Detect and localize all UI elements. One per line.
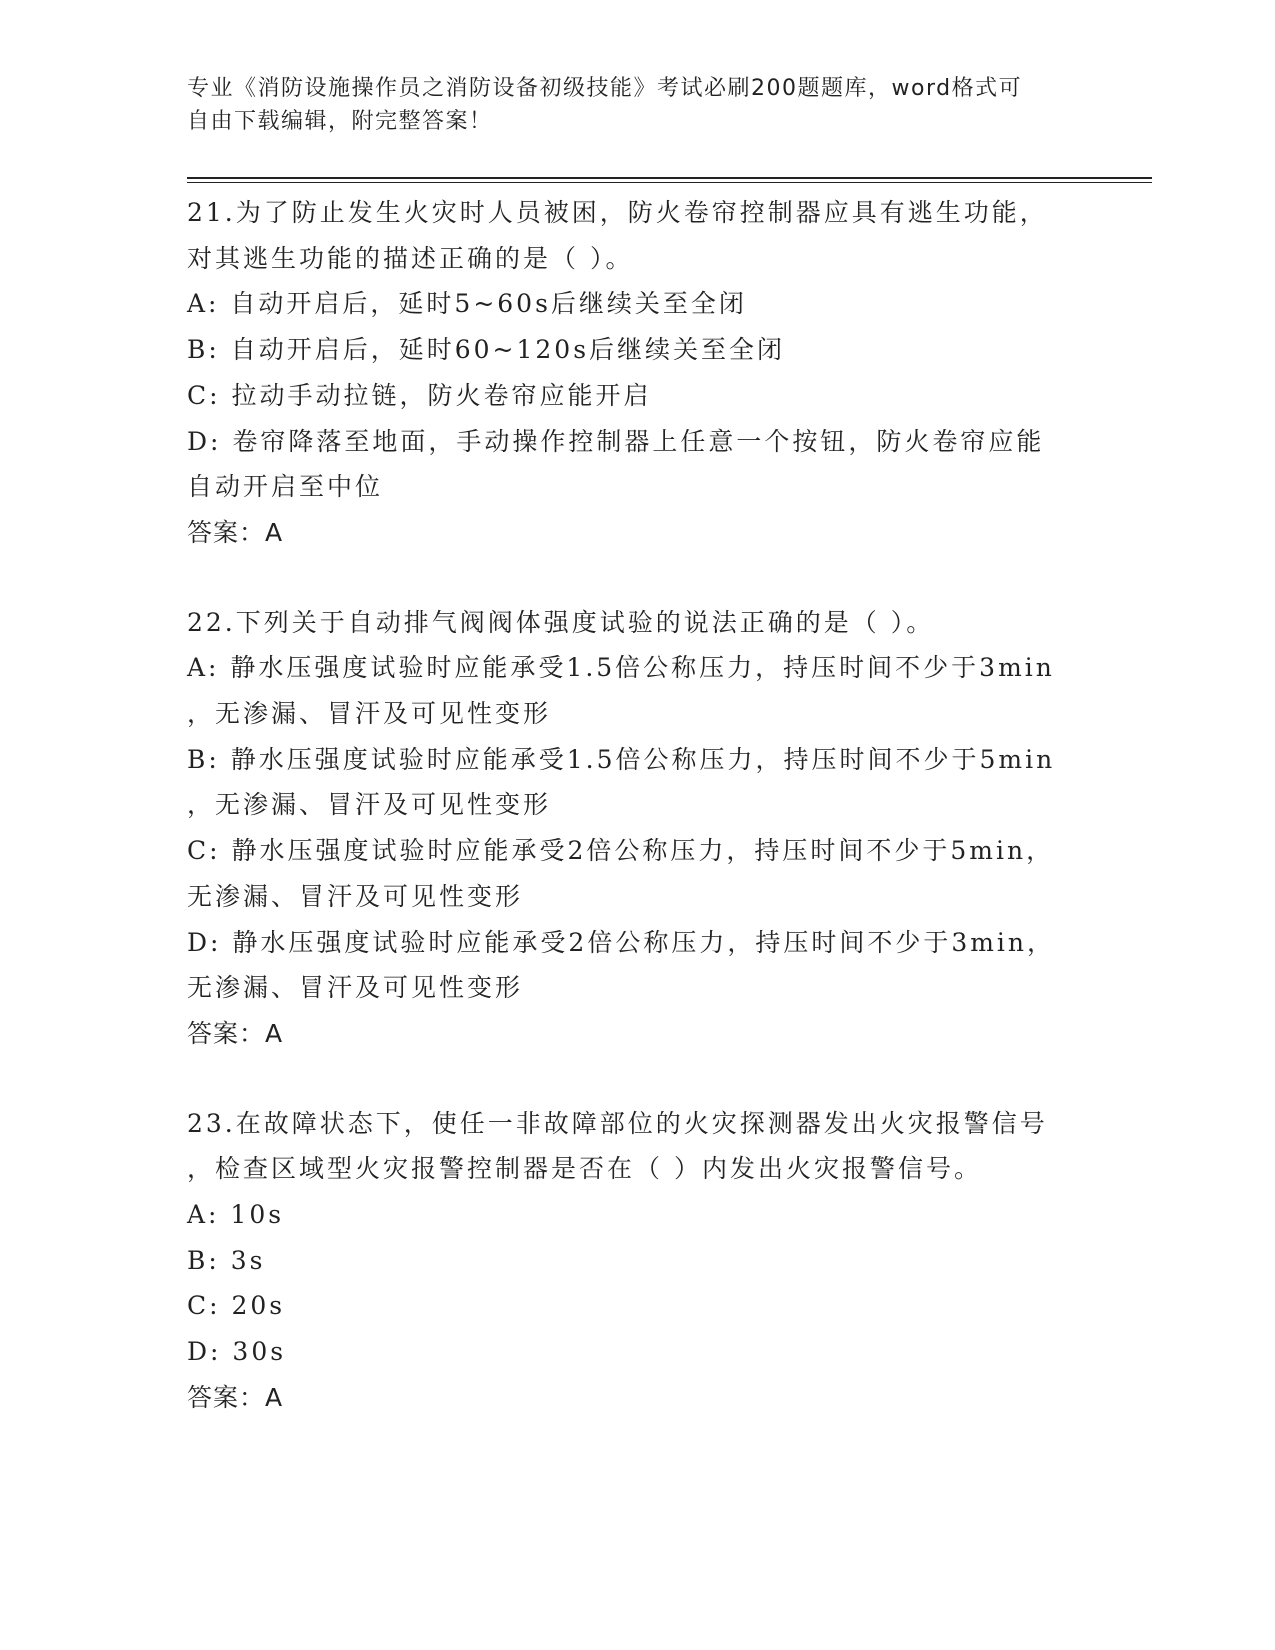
option-line: D: 卷帘降落至地面，手动操作控制器上任意一个按钮，防火卷帘应能 <box>187 426 1045 456</box>
option-line: C: 拉动手动拉链，防火卷帘应能开启 <box>187 380 652 410</box>
option-line: B: 自动开启后，延时60~120s后继续关至全闭 <box>187 335 786 365</box>
option-line: 无渗漏、冒汗及可见性变形 <box>187 881 524 911</box>
header-divider-thick <box>187 177 1152 179</box>
option-line: C: 静水压强度试验时应能承受2倍公称压力，持压时间不少于5min， <box>187 836 1055 866</box>
header-divider-thin <box>187 182 1152 183</box>
question-block <box>187 1101 1087 1421</box>
question-list <box>187 190 1087 1465</box>
option-line: D: 静水压强度试验时应能承受2倍公称压力，持压时间不少于3min， <box>187 927 1056 957</box>
header-line-2: 自由下载编辑，附完整答案！ <box>187 109 493 134</box>
option-line: B: 3s <box>187 1245 266 1275</box>
option-line: A: 静水压强度试验时应能承受1.5倍公称压力，持压时间不少于3min <box>187 653 1055 683</box>
option-line: D: 30s <box>187 1337 287 1367</box>
option-line: 无渗漏、冒汗及可见性变形 <box>187 973 524 1003</box>
answer-line: 答案：A <box>187 1018 284 1048</box>
question-stem-line: 21.为了防止发生火灾时人员被困，防火卷帘控制器应具有逃生功能， <box>187 198 1048 227</box>
question-block <box>187 190 1087 556</box>
question-stem-line: ，检查区域型火灾报警控制器是否在（ ）内发出火灾报警信号。 <box>187 1154 982 1184</box>
question-block <box>187 600 1087 1057</box>
option-line: A: 自动开启后，延时5~60s后继续关至全闭 <box>187 289 747 319</box>
answer-line: 答案：A <box>187 1382 284 1412</box>
option-line: C: 20s <box>187 1291 286 1321</box>
answer-line: 答案：A <box>187 517 284 547</box>
option-line: B: 静水压强度试验时应能承受1.5倍公称压力，持压时间不少于5min <box>187 744 1056 774</box>
question-stem-line: 23.在故障状态下，使任一非故障部位的火灾探测器发出火灾报警信号 <box>187 1108 1048 1138</box>
header-line-1: 专业《消防设施操作员之消防设备初级技能》考试必刷200题题库，word格式可 <box>187 76 1023 101</box>
option-line: 自动开启至中位 <box>187 472 384 502</box>
question-stem-line: 对其逃生功能的描述正确的是（ ）。 <box>187 243 634 273</box>
option-line: ，无渗漏、冒汗及可见性变形 <box>187 790 552 820</box>
document-header <box>187 72 1087 138</box>
option-line: ，无渗漏、冒汗及可见性变形 <box>187 699 552 729</box>
option-line: A: 10s <box>187 1200 285 1230</box>
question-stem-line: 22.下列关于自动排气阀阀体强度试验的说法正确的是（ ）。 <box>187 607 935 637</box>
